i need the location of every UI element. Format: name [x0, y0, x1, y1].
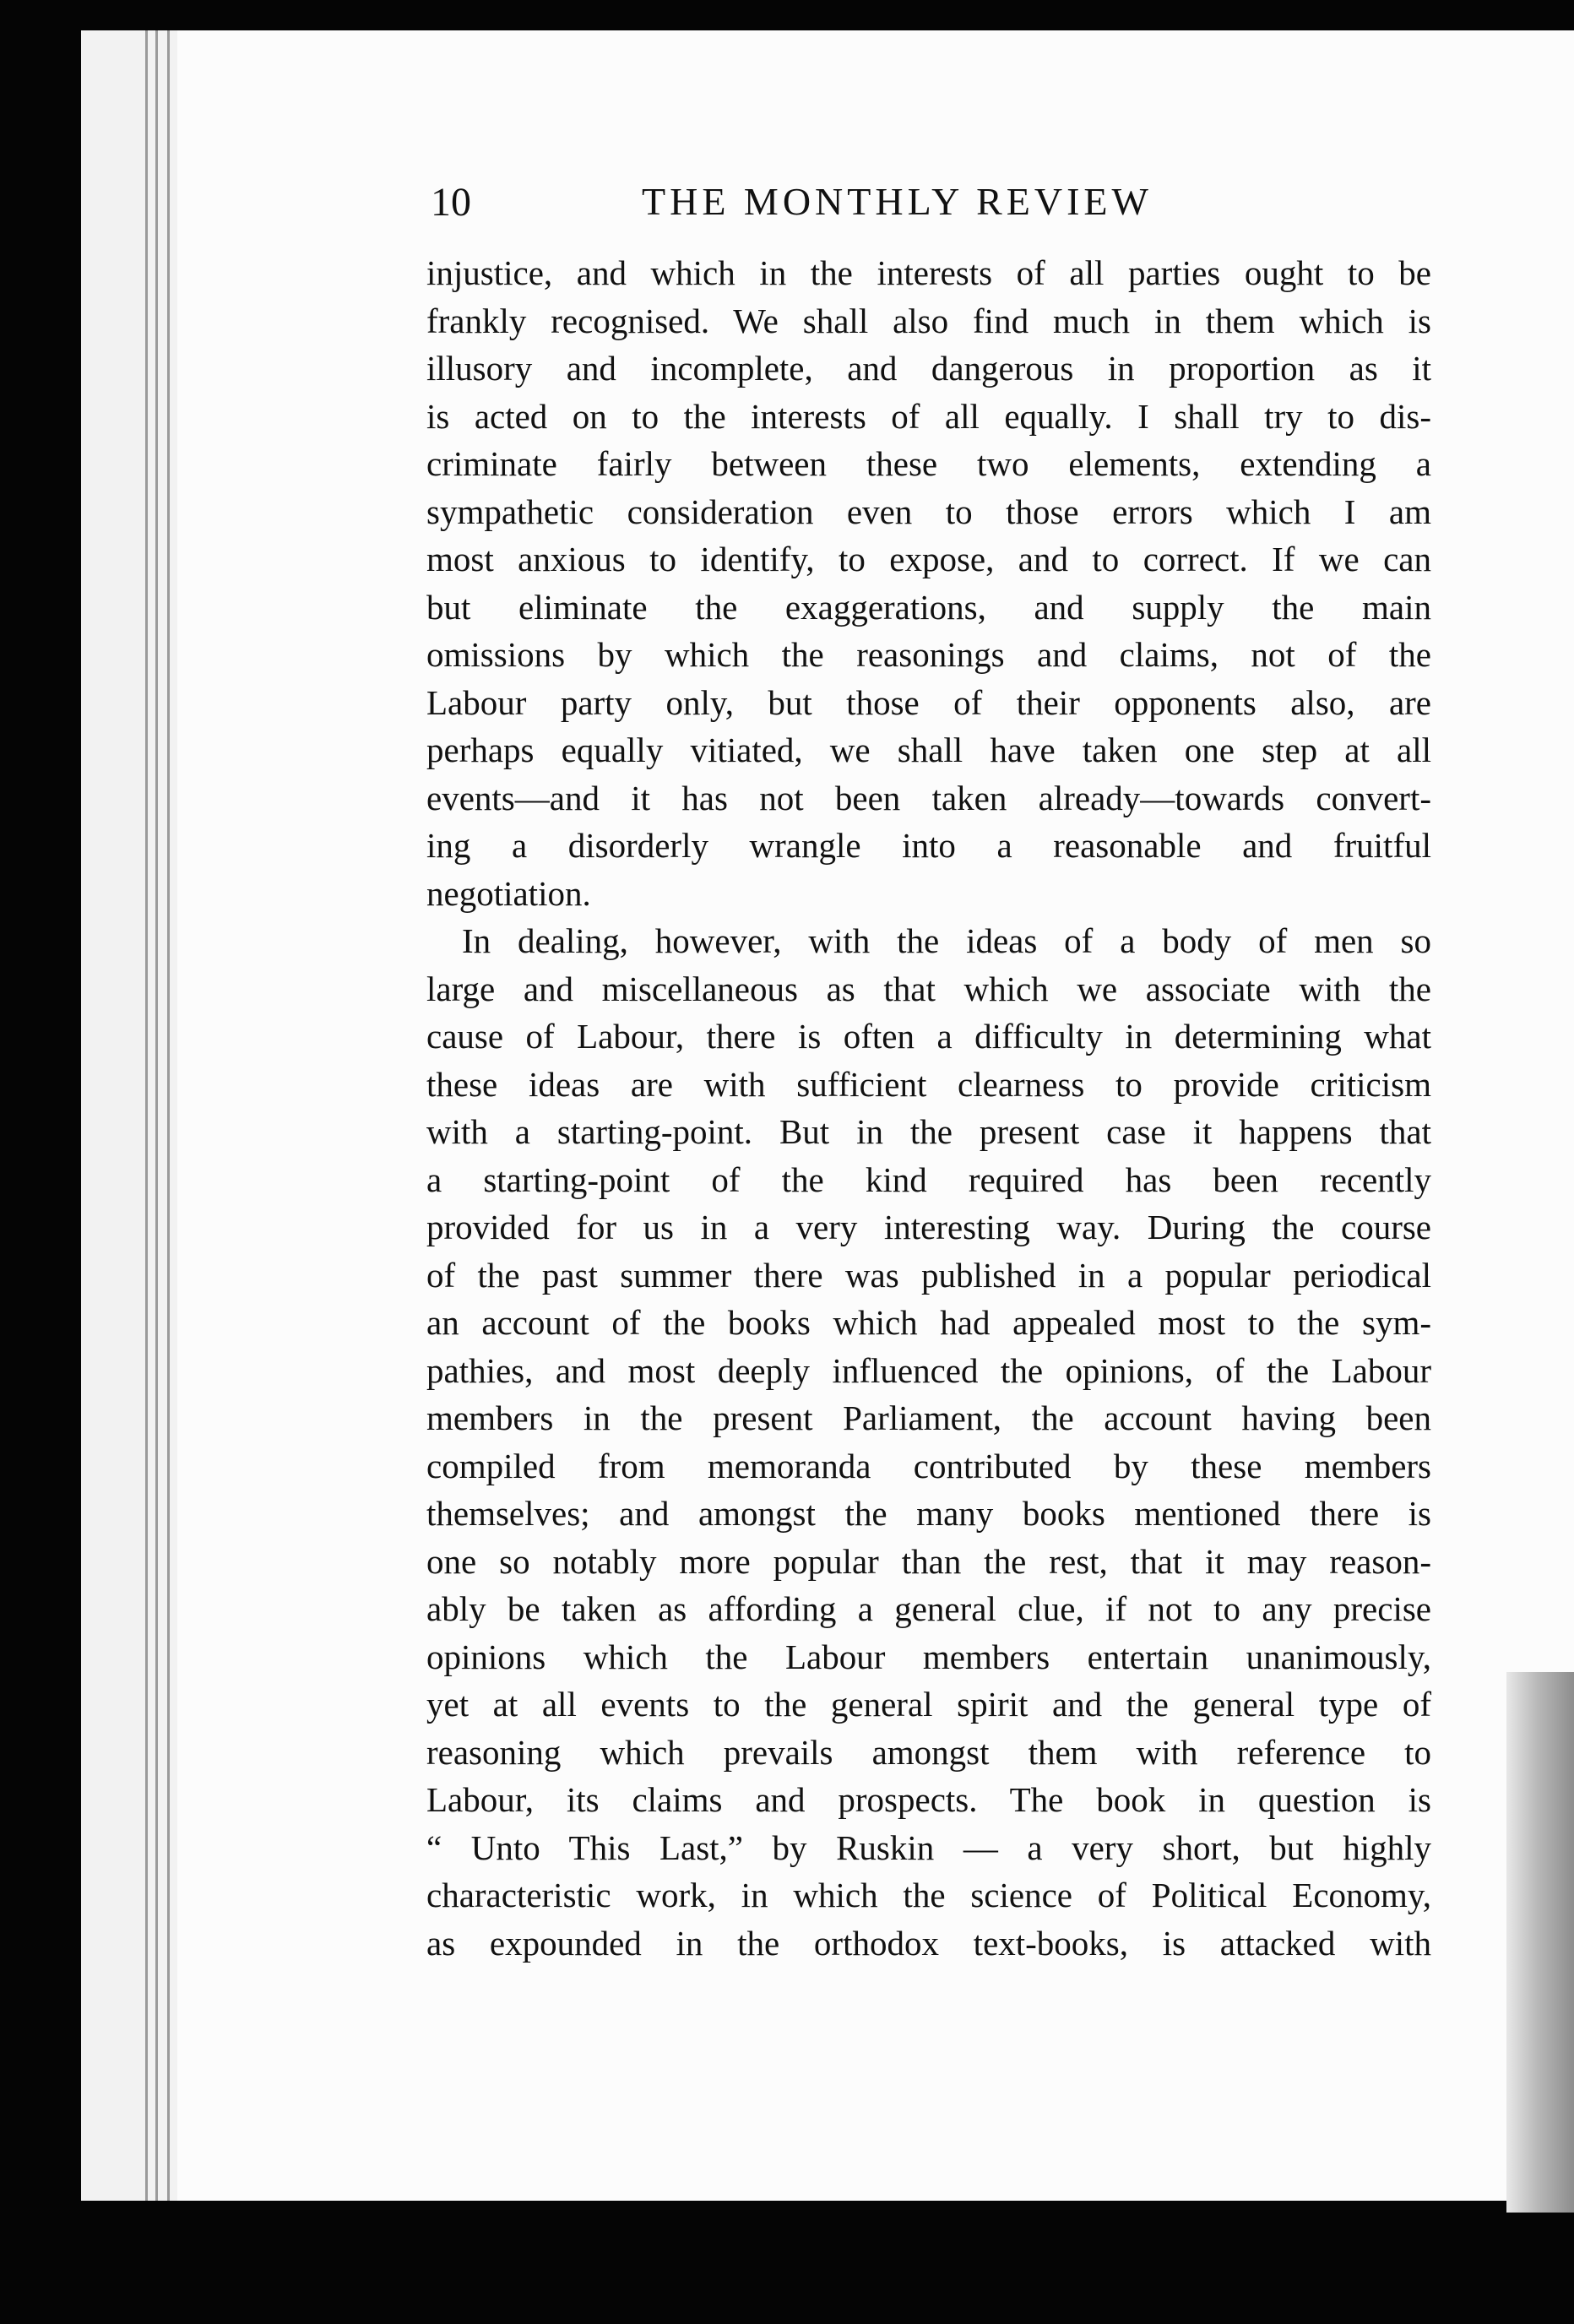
text-line: Labour, its claims and prospects. The book in question is: [426, 1780, 1431, 1819]
text-line: an account of the books which had appealed most to the sym-: [426, 1303, 1431, 1342]
text-line: of the past summer there was published in a popular periodical: [426, 1255, 1431, 1295]
text-line: criminate fairly between these two elements, extending a: [426, 444, 1431, 483]
text-line: negotiation.: [426, 873, 591, 913]
text-line: illusory and incomplete, and dangerous in proportion as it: [426, 349, 1431, 388]
text-line: opinions which the Labour members entertain unanimously,: [426, 1637, 1431, 1676]
text-line: these ideas are with sufficient clearness to provide criticism: [426, 1064, 1431, 1104]
journal-title: THE MONTHLY REVIEW: [642, 180, 1153, 223]
text-line: characteristic work, in which the science of Political Economy,: [426, 1876, 1431, 1914]
text-line: ably be taken as affording a general clue, if not to any precise: [426, 1589, 1431, 1628]
text-line: large and miscellaneous as that which we associate with the: [426, 969, 1431, 1008]
text-line: events—and it has not been taken already—towards convert-: [426, 778, 1431, 817]
text-line: themselves; and amongst the many books mentioned there is: [426, 1494, 1431, 1533]
text-line: most anxious to identify, to expose, and to correct. If we can: [426, 540, 1431, 578]
body-text: [426, 249, 1431, 1967]
text-line: sympathetic consideration even to those errors which I am: [426, 491, 1431, 531]
text-line: yet at all events to the general spirit and the general type of: [426, 1685, 1431, 1724]
page-curl-shadow: [1506, 1672, 1574, 2213]
text-line: pathies, and most deeply influenced the opinions, of the Labour: [426, 1350, 1431, 1390]
page-edge-line: [155, 30, 158, 2201]
text-line: members in the present Parliament, the account having been: [426, 1398, 1431, 1437]
page-number: 10: [431, 180, 471, 225]
text-line: as expounded in the orthodox text-books, is attacked with: [426, 1923, 1431, 1963]
text-line: one so notably more popular than the rest, that it may reason-: [426, 1541, 1431, 1581]
text-line: perhaps equally vitiated, we shall have taken one step at all: [426, 730, 1431, 769]
text-line: cause of Labour, there is often a difficulty in determining what: [426, 1017, 1431, 1056]
text-line: “ Unto This Last,” by Ruskin — a very short, but highly: [426, 1827, 1431, 1867]
text-line: is acted on to the interests of all equally. I shall try to dis-: [426, 396, 1431, 436]
text-line: provided for us in a very interesting way. During the course: [426, 1208, 1431, 1246]
text-line: a starting-point of the kind required has been recently: [426, 1159, 1431, 1199]
running-head: [431, 179, 1216, 238]
page-edge-line: [145, 30, 148, 2201]
text-line: frankly recognised. We shall also find much in them which is: [426, 301, 1431, 340]
page-edge-line: [167, 30, 170, 2201]
text-line: compiled from memoranda contributed by these members: [426, 1446, 1431, 1485]
text-line: but eliminate the exaggerations, and supply the main: [426, 587, 1431, 627]
text-line: injustice, and which in the interests of all parties ought to be: [426, 253, 1431, 292]
text-line: with a starting-point. But in the present case it happens that: [426, 1112, 1431, 1151]
text-line: reasoning which prevails amongst them with reference to: [426, 1732, 1431, 1772]
text-line: Labour party only, but those of their opponents also, are: [426, 682, 1431, 722]
text-line: omissions by which the reasonings and claims, not of the: [426, 635, 1431, 674]
text-line: ing a disorderly wrangle into a reasonable and fruitful: [426, 826, 1431, 865]
text-line: In dealing, however, with the ideas of a body of men so: [462, 921, 1431, 960]
